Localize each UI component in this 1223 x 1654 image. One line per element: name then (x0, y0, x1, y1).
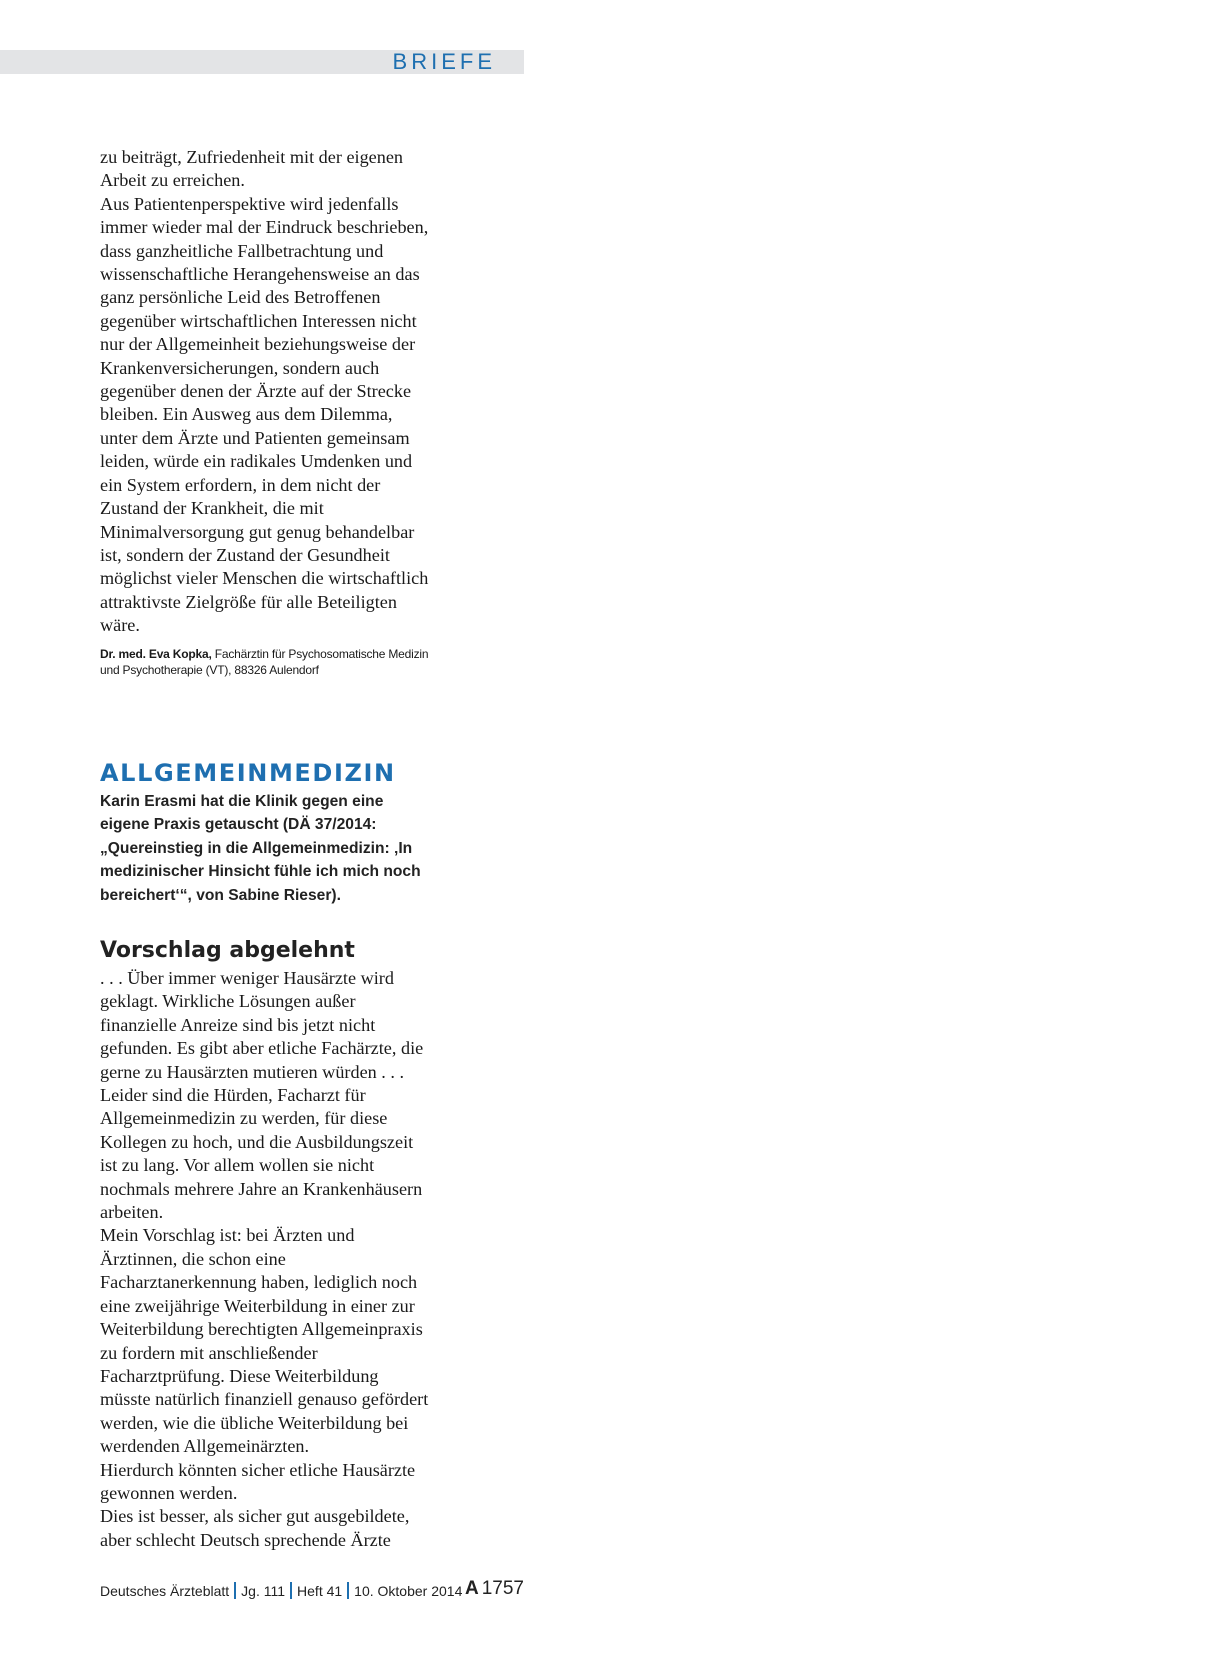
letter-headline: Vorschlag abgelehnt (100, 938, 355, 963)
page-footer (100, 1578, 524, 1606)
rubric-title: ALLGEMEINMEDIZIN (100, 759, 396, 787)
letter-body (100, 967, 430, 1552)
footer-divider (234, 1582, 236, 1599)
letter-paragraph: Aus Patientenperspektive wird jedenfalls immer wieder mal der Eindruck beschrieben, dass ganzheitliche Fallbetrachtung und wissenschaftliche Herangehensweise an das ganz persönliche Leid des Betroffenen gegenüber wirtschaftlichen Interessen nicht nur der Allgemeinheit beziehungsweise der Krankenversicherungen, sondern auch gegenüber denen der Ärzte auf der Strecke bleiben. Ein Ausweg aus dem Dilemma, unter dem Ärzte und Patienten gemeinsam leiden, würde ein radikales Umdenken und ein System erfordern, in dem nicht der Zustand der Krankheit, die mit Minimalversorgung gut genug behandelbar ist, sondern der Zustand der Gesundheit möglichst vieler Menschen die wirtschaftlich attraktivste Zielgröße für alle Beteiligten wäre. (100, 193, 429, 636)
letter-column-2 (100, 967, 430, 1552)
page-number (465, 1578, 524, 1600)
journal-volume: Jg. 111 (241, 1583, 286, 1599)
journal-issue: Heft 41 (297, 1583, 343, 1599)
section-header-bar (0, 50, 524, 74)
author-name: Dr. med. Eva Kopka, (100, 646, 212, 661)
section-label: BRIEFE (392, 49, 496, 74)
page-prefix: A (464, 1578, 479, 1599)
issue-date: 10. Oktober 2014 (354, 1583, 463, 1599)
letter-paragraph: zu beiträgt, Zufriedenheit mit der eigenen Arbeit zu erreichen. (100, 147, 403, 191)
letter-paragraph: Hierdurch könnten sicher etliche Hausärzte gewonnen werden. (100, 1459, 416, 1503)
letter-paragraph: . . . Über immer weniger Hausärzte wird geklagt. Wirkliche Lösungen außer finanzielle Anreize sind bis jetzt nicht gefunden. Es gibt aber etliche Fachärzte, die gerne zu Hausärzten mutieren würden . . . Leider sind die Hürden, Facharzt für Allgemeinmedizin zu werden, für diese Kollegen zu hoch, und die Ausbildungszeit ist zu lang. Vor allem wollen sie nicht nochmals mehrere Jahre an Krankenhäusern arbeiten. (100, 968, 424, 1223)
author-info: Fachärztin für Psychosomatische Medizin und Psychotherapie (VT), 88326 Aulendorf (100, 646, 429, 677)
reference-intro: Karin Erasmi hat die Klinik gegen eine eigene Praxis getauscht (DÄ 37/2014: „Quereinstieg in die Allgemeinmedizin: ‚In medizinischer Hinsicht fühle ich mich noch bereichert‘“, von Sabine Rieser). (100, 793, 421, 904)
page-number-value: 1757 (481, 1578, 524, 1599)
footer-divider (290, 1582, 292, 1599)
letter-paragraph: Dies ist besser, als sicher gut ausgebildete, aber schlecht Deutsch sprechende Ärzte (100, 1506, 410, 1550)
letter-body (100, 146, 430, 638)
footer-divider (347, 1582, 349, 1599)
letter-column-1 (100, 146, 430, 678)
letter-signature (100, 646, 430, 678)
letter-paragraph: Mein Vorschlag ist: bei Ärzten und Ärztinnen, die schon eine Facharztanerkennung haben, lediglich noch eine zweijährige Weiterbildung in einer zur Weiterbildung berechtigten Allgemeinpraxis zu fordern mit anschließender Facharztprüfung. Diese Weiterbildung müsste natürlich finanziell genauso gefördert werden, wie die übliche Weiterbildung bei werdenden Allgemeinärzten. (100, 1225, 429, 1457)
journal-name: Deutsches Ärzteblatt (100, 1583, 230, 1599)
